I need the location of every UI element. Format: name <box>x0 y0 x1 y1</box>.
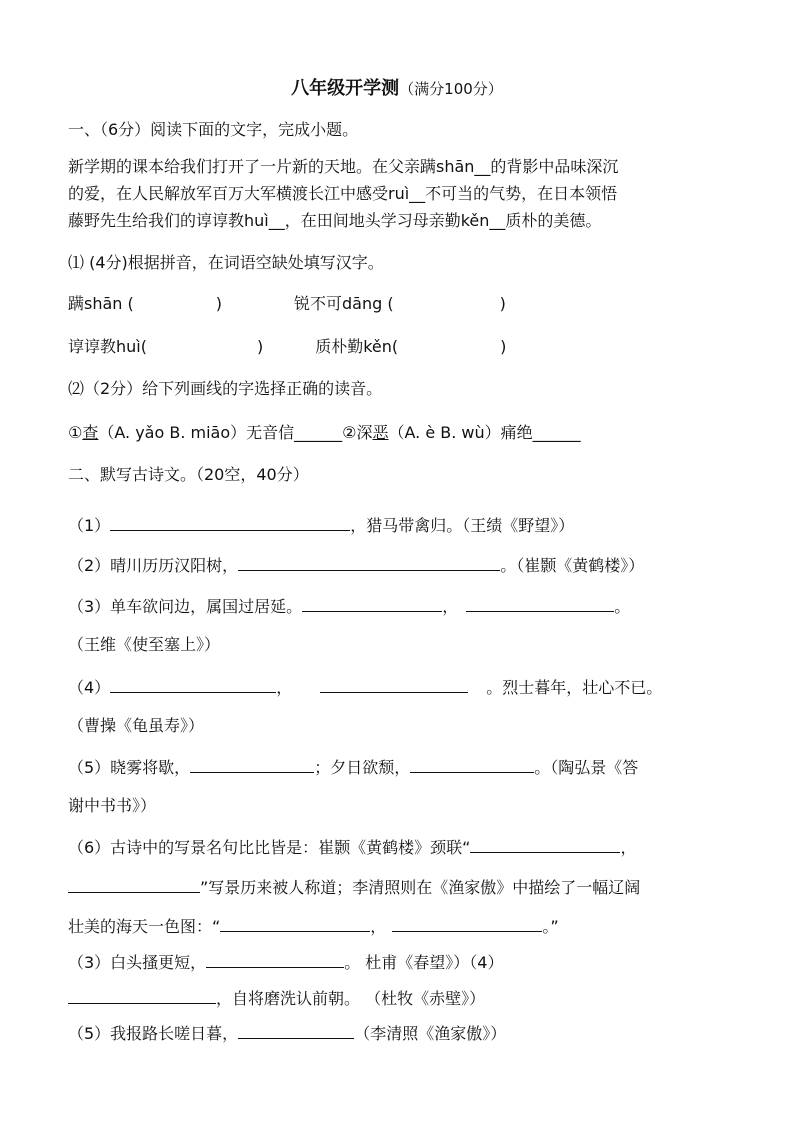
item-1-options: （A. yǎo B. miāo）无音信______ <box>98 423 343 442</box>
item-text: ， <box>276 678 293 697</box>
bracket-close: ) <box>500 337 507 356</box>
poem-item-1 <box>68 514 574 537</box>
fill-blank[interactable] <box>190 756 314 773</box>
item-2-options: （A. è B. wù）痛绝______ <box>388 423 581 442</box>
item-text: 。” <box>542 917 559 936</box>
passage-line-2: 的爱，在人民解放军百万大军横渡长江中感受ruì__不可当的气势，在日本领悟 <box>68 184 618 203</box>
item-2-prefix: ②深 <box>342 423 373 442</box>
poem-item-8 <box>68 987 485 1010</box>
item-text: 。 <box>614 597 631 616</box>
item-number: ① <box>68 423 83 442</box>
poem-item-5 <box>68 756 638 779</box>
fill-blank[interactable] <box>470 836 620 853</box>
item-text: 。烈士暮年，壮心不已。 <box>486 678 663 697</box>
poem-item-9 <box>68 1022 506 1045</box>
poem-item-4 <box>68 676 662 699</box>
item-text: ，猎马带禽归。（王绩《野望》） <box>350 516 575 535</box>
poem-item-4-source: （曹操《龟虽寿》） <box>68 716 205 735</box>
item-text: ， <box>370 917 387 936</box>
fill-blank[interactable] <box>466 595 614 612</box>
poem-item-3-source: （王维《使至塞上》） <box>68 635 221 654</box>
pinyin-shan: 蹒shān ( <box>68 294 134 313</box>
bracket-close: ) <box>215 294 223 313</box>
fill-blank[interactable] <box>320 676 468 693</box>
fill-blank[interactable] <box>238 1022 354 1039</box>
fill-blank[interactable] <box>68 987 216 1004</box>
underlined-char-e: 恶 <box>372 423 389 442</box>
item-text: ”写景历来被人称道；李清照则在《渔家傲》中描绘了一幅辽阔 <box>200 878 641 897</box>
item-text: ， <box>442 597 459 616</box>
fill-blank[interactable] <box>392 915 542 932</box>
fill-blank[interactable] <box>206 951 344 968</box>
item-text: ；夕日欲颓， <box>314 758 411 777</box>
item-text: （5）晓雾将歇， <box>68 758 191 777</box>
item-text: 。（崔颢《黄鹤楼》） <box>500 556 645 575</box>
fill-blank[interactable] <box>68 876 200 893</box>
fill-blank[interactable] <box>110 676 276 693</box>
poem-item-7 <box>68 951 503 974</box>
item-text: ，自将磨洗认前朝。 （杜牧《赤壁》） <box>216 989 486 1008</box>
page-title <box>0 74 794 100</box>
item-text: 。（陶弘景《答 <box>534 758 639 777</box>
poem-item-2 <box>68 554 644 577</box>
fill-blank[interactable] <box>302 595 442 612</box>
poem-item-6-line-2 <box>68 876 640 899</box>
item-text: （李清照《渔家傲》） <box>354 1024 507 1043</box>
fill-blank[interactable] <box>110 514 350 531</box>
pinyin-hui: 谆谆教huì( <box>68 337 147 356</box>
item-text: （2）晴川历历汉阳树， <box>68 556 239 575</box>
passage-line-3: 藤野先生给我们的谆谆教huì__，在田间地头学习母亲勤kěn__质朴的美德。 <box>68 211 602 230</box>
title-main: 八年级开学测 <box>291 78 400 99</box>
section1-heading: 一、（6分）阅读下面的文字，完成小题。 <box>68 120 359 139</box>
item-text: （5）我报路长嗟日暮， <box>68 1024 239 1043</box>
bracket-close: ) <box>499 294 506 313</box>
poem-item-3 <box>68 595 630 618</box>
fill-blank[interactable] <box>410 756 534 773</box>
item-label: （4） <box>68 678 111 697</box>
poem-item-5-cont: 谢中书书》） <box>68 796 157 815</box>
item-text: ， <box>620 838 637 857</box>
poem-item-6 <box>68 836 637 859</box>
pinyin-dang: 锐不可dāng ( <box>294 294 394 313</box>
item-text: （3）单车欲问边，属国过居延。 <box>68 597 303 616</box>
section2-heading: 二、默写古诗文。（20空，40分） <box>68 465 309 484</box>
item-text: （3）白头搔更短， <box>68 953 207 972</box>
fill-blank[interactable] <box>238 554 500 571</box>
poem-item-6-line-3 <box>68 915 559 938</box>
item-label: （1） <box>68 516 111 535</box>
question-2-items <box>68 422 581 444</box>
fill-blank[interactable] <box>220 915 370 932</box>
question-2-prompt: ⑵（2分）给下列画线的字选择正确的读音。 <box>68 379 383 398</box>
item-text: 。 杜甫《春望》）（4） <box>344 953 504 972</box>
passage-line-1: 新学期的课本给我们打开了一片新的天地。在父亲蹒shān__的背影中品味深沉 <box>68 157 619 176</box>
question-1-row-1 <box>68 293 506 315</box>
question-1-prompt: ⑴ (4分)根据拼音，在词语空缺处填写汉字。 <box>68 253 384 272</box>
item-text: 壮美的海天一色图：“ <box>68 917 221 936</box>
title-score: （满分100分） <box>399 80 503 98</box>
question-1-row-2 <box>68 336 506 358</box>
item-text: （6）古诗中的写景名句比比皆是：崔颢《黄鹤楼》颈联“ <box>68 838 471 857</box>
underlined-char-cha: 查 <box>82 423 99 442</box>
pinyin-ken: 质朴勤kěn( <box>315 337 399 356</box>
bracket-close: ) <box>256 337 264 356</box>
